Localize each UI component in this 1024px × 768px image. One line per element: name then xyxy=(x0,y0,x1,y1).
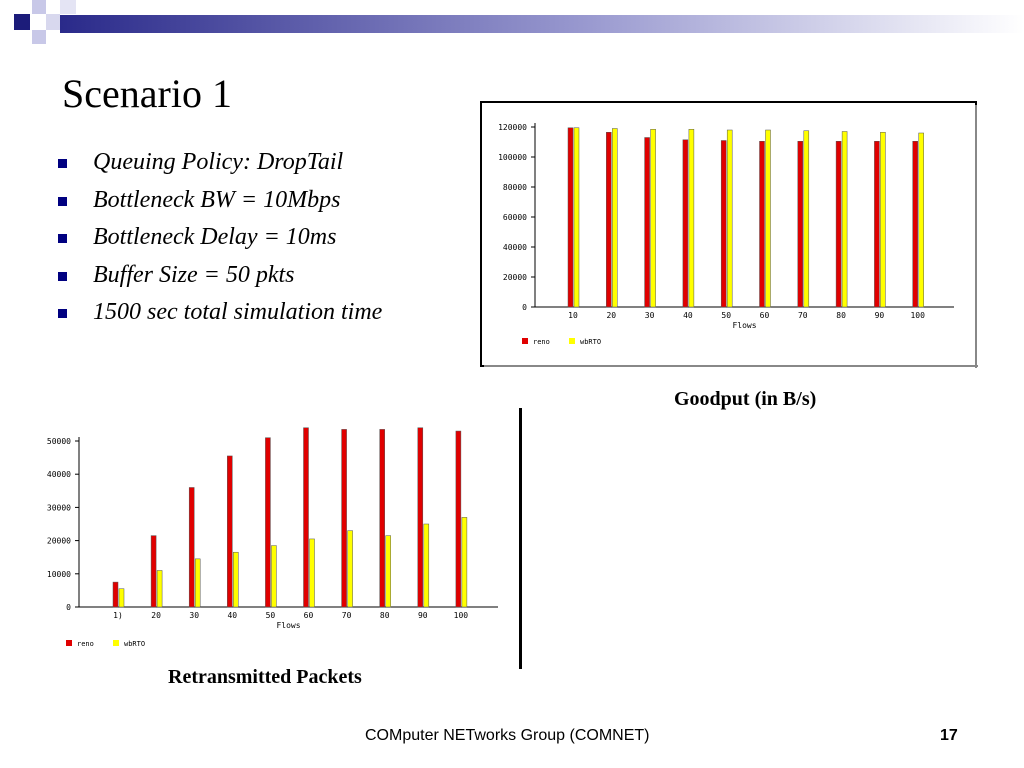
bullet-item xyxy=(58,145,382,183)
bar-wbRTO xyxy=(386,536,391,607)
x-tick-label: 30 xyxy=(189,611,200,620)
bar-wbRTO xyxy=(689,129,694,307)
divider-line xyxy=(519,408,522,669)
bar-reno xyxy=(683,140,688,307)
bullet-item xyxy=(58,258,382,296)
bullet-item xyxy=(58,183,382,221)
legend-label: reno xyxy=(77,640,94,648)
x-tick-label: 100 xyxy=(910,311,925,320)
bar-wbRTO xyxy=(612,129,617,308)
bar-reno xyxy=(342,429,347,607)
page-number: 17 xyxy=(940,727,958,744)
square-bullet-icon xyxy=(58,309,67,318)
y-tick-label: 80000 xyxy=(502,183,527,192)
retransmitted-packets-chart xyxy=(30,408,519,669)
bar-reno xyxy=(645,138,650,308)
bar-wbRTO xyxy=(424,524,429,607)
legend-label: reno xyxy=(533,338,550,346)
bar-wbRTO xyxy=(233,552,238,607)
bar-reno xyxy=(836,141,841,307)
header-band xyxy=(60,15,1024,33)
bar-wbRTO xyxy=(880,132,885,307)
x-tick-label: 50 xyxy=(265,611,276,620)
bar-reno xyxy=(113,582,118,607)
x-tick-label: 80 xyxy=(836,311,846,320)
x-tick-label: 70 xyxy=(341,611,352,620)
bullet-text: Bottleneck BW = 10Mbps xyxy=(93,186,341,213)
x-tick-label: 40 xyxy=(227,611,238,620)
y-tick-label: 10000 xyxy=(46,569,71,579)
slide-title: Scenario 1 xyxy=(62,71,232,116)
y-tick-label: 40000 xyxy=(502,243,527,252)
bar-reno xyxy=(265,438,270,607)
bar-reno xyxy=(418,428,423,607)
x-axis-label: Flows xyxy=(276,621,301,630)
y-tick-label: 0 xyxy=(66,603,71,612)
x-tick-label: 10 xyxy=(568,311,578,320)
bullet-text: 1500 sec total simulation time xyxy=(93,299,383,325)
frame-shadow xyxy=(484,365,978,367)
deco-square-4 xyxy=(46,14,60,30)
bar-wbRTO xyxy=(727,130,732,307)
square-bullet-icon xyxy=(58,272,67,281)
x-axis-label: Flows xyxy=(732,321,757,330)
x-tick-label: 40 xyxy=(683,311,693,320)
bar-wbRTO xyxy=(842,132,847,308)
bar-reno xyxy=(606,132,611,307)
bar-reno xyxy=(874,141,879,307)
legend-label: wbRTO xyxy=(124,640,146,648)
y-tick-label: 30000 xyxy=(46,503,71,513)
x-tick-label: 80 xyxy=(379,611,390,620)
bar-reno xyxy=(151,536,156,607)
x-tick-label: 60 xyxy=(759,311,770,320)
bar-wbRTO xyxy=(119,589,124,607)
x-tick-label: 70 xyxy=(797,311,808,320)
bullet-text: Queuing Policy: DropTail xyxy=(93,149,344,175)
x-tick-label: 1) xyxy=(113,611,123,620)
x-tick-label: 90 xyxy=(874,311,885,320)
bar-wbRTO xyxy=(157,570,162,607)
deco-square-1 xyxy=(14,14,30,30)
bar-wbRTO xyxy=(310,539,315,607)
legend-swatch-wbRTO xyxy=(113,640,119,646)
footer-text: COMputer NETworks Group (COMNET) xyxy=(365,727,650,744)
bar-reno xyxy=(456,431,461,607)
bar-wbRTO xyxy=(271,546,276,607)
bar-reno xyxy=(227,456,232,607)
legend-label: wbRTO xyxy=(580,338,602,346)
bar-wbRTO xyxy=(766,130,771,307)
header-decoration xyxy=(0,0,1024,60)
bar-reno xyxy=(798,141,803,307)
legend-swatch-reno xyxy=(522,338,528,344)
bar-wbRTO xyxy=(919,133,924,307)
bullet-list xyxy=(58,145,382,333)
x-tick-label: 20 xyxy=(606,311,617,320)
bar-reno xyxy=(380,429,385,607)
retransmitted-caption: Retransmitted Packets xyxy=(168,666,362,688)
y-tick-label: 60000 xyxy=(502,213,527,222)
y-tick-label: 0 xyxy=(522,303,527,312)
bar-reno xyxy=(568,128,573,307)
bar-wbRTO xyxy=(651,129,656,307)
deco-square-5 xyxy=(60,0,76,14)
square-bullet-icon xyxy=(58,197,67,206)
bullet-item xyxy=(58,295,382,333)
bar-reno xyxy=(721,141,726,308)
goodput-chart xyxy=(480,101,978,368)
bar-reno xyxy=(760,141,765,307)
bar-reno xyxy=(913,141,918,307)
x-tick-label: 100 xyxy=(453,611,469,620)
square-bullet-icon xyxy=(58,159,67,168)
frame-shadow xyxy=(975,105,977,368)
bullet-text: Bottleneck Delay = 10ms xyxy=(93,224,337,250)
bar-wbRTO xyxy=(195,559,200,607)
bar-wbRTO xyxy=(574,128,579,307)
bar-reno xyxy=(189,487,194,607)
x-tick-label: 60 xyxy=(303,611,314,620)
y-tick-label: 120000 xyxy=(498,123,527,132)
y-tick-label: 100000 xyxy=(498,153,527,162)
x-tick-label: 50 xyxy=(721,311,732,320)
y-tick-label: 20000 xyxy=(502,273,527,282)
legend-swatch-reno xyxy=(66,640,72,646)
x-tick-label: 90 xyxy=(417,611,428,620)
bullet-item xyxy=(58,220,382,258)
x-tick-label: 30 xyxy=(644,311,655,320)
legend-swatch-wbRTO xyxy=(569,338,575,344)
bar-wbRTO xyxy=(462,517,467,607)
y-tick-label: 50000 xyxy=(46,437,71,446)
x-tick-label: 20 xyxy=(151,611,161,620)
y-tick-label: 20000 xyxy=(46,536,71,546)
goodput-caption: Goodput (in B/s) xyxy=(674,388,817,410)
deco-square-3 xyxy=(32,30,46,44)
bullet-text: Buffer Size = 50 pkts xyxy=(93,261,295,288)
bar-reno xyxy=(304,428,309,607)
y-tick-label: 40000 xyxy=(46,470,71,480)
square-bullet-icon xyxy=(58,234,67,243)
deco-square-2 xyxy=(32,0,46,14)
bar-wbRTO xyxy=(804,131,809,307)
bar-wbRTO xyxy=(348,531,353,607)
